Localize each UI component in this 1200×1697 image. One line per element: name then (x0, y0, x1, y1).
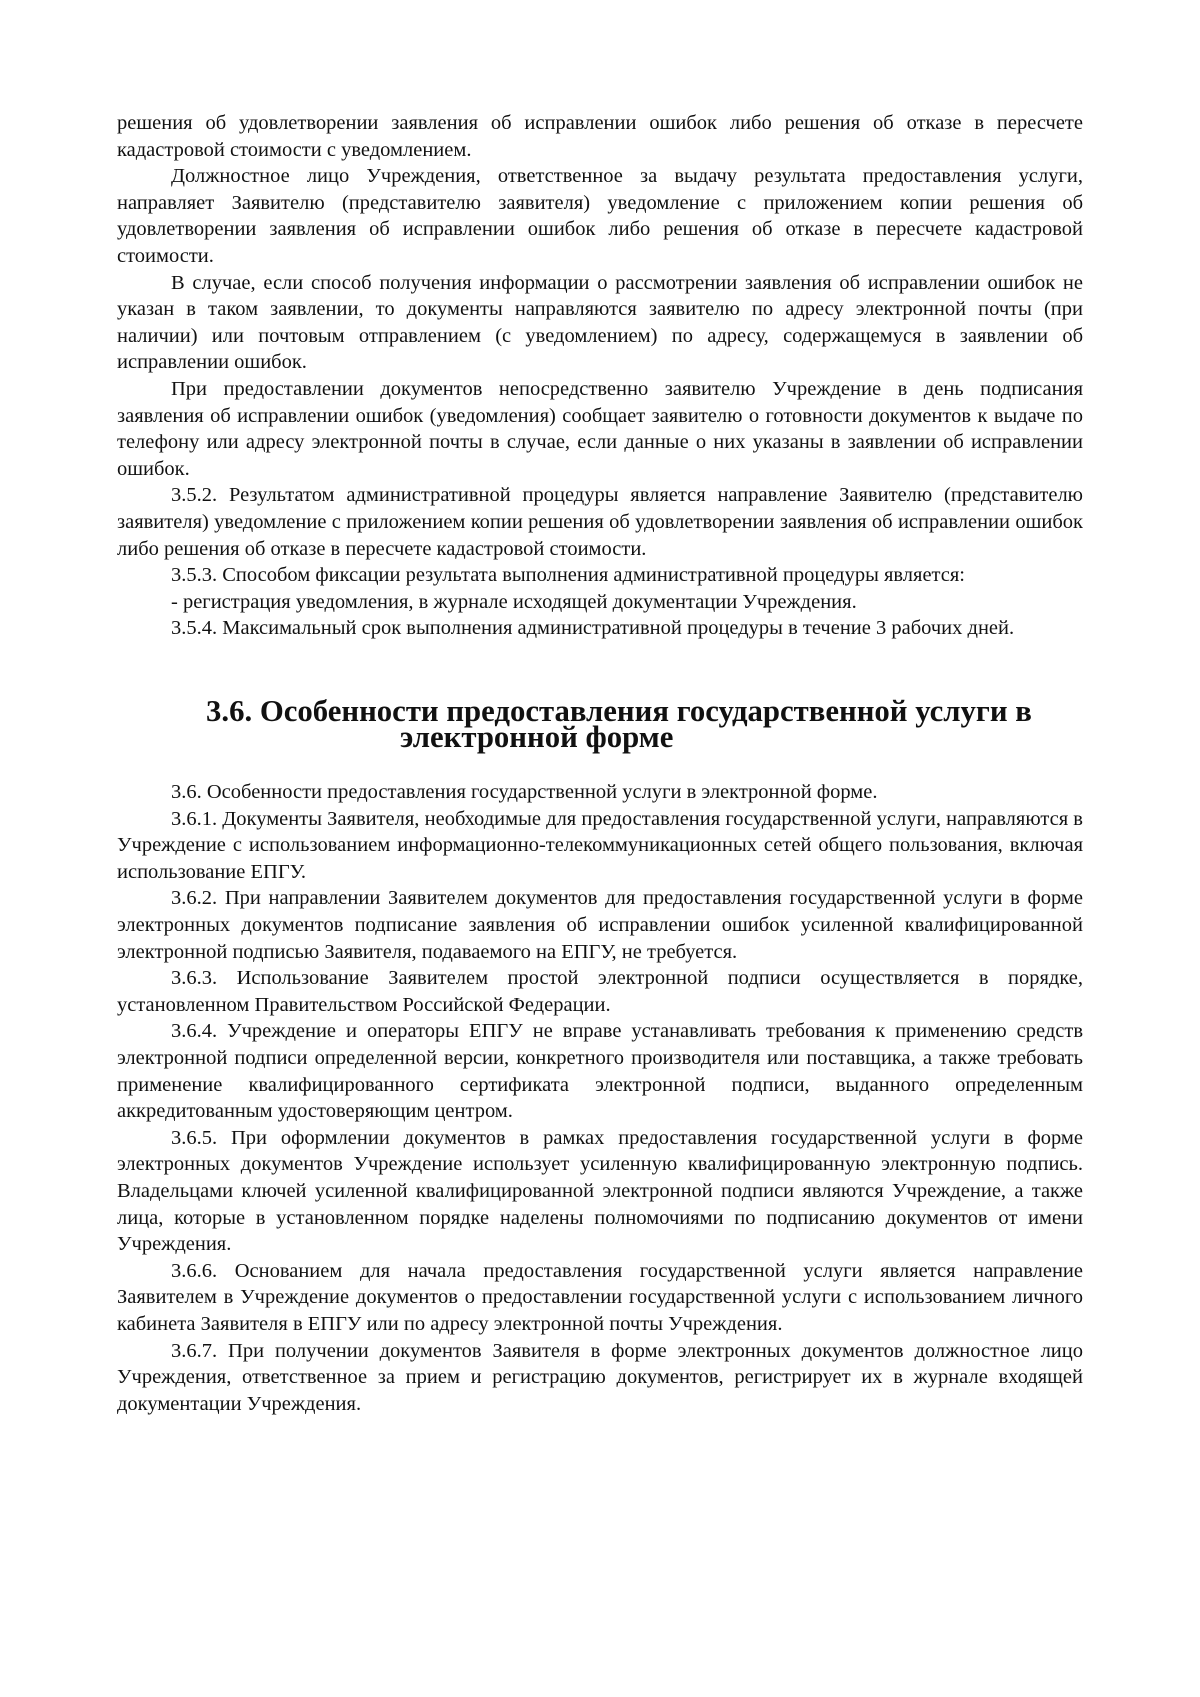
document-page (117, 110, 1083, 1417)
spacer (117, 751, 1083, 779)
paragraph: 3.5.3. Способом фиксации результата выполнения административной процедуры является: (171, 564, 965, 587)
paragraph: 3.6.6. Основанием для начала предоставления государственной услуги является направление Заявителем в Учреждение документов о предоставлении государственной услуги с использованием личного кабинета Заявителя в ЕПГУ или по адресу электронной почты Учреждения. (117, 1259, 1083, 1335)
spacer (117, 642, 1083, 698)
paragraph: 3.6.7. При получении документов Заявителя в форме электронных документов должностное лицо Учреждения, ответственное за прием и регистрацию документов, регистрирует их в журнале входящей документации Учреждения. (117, 1339, 1083, 1415)
paragraph: - регистрация уведомления, в журнале исходящей документации Учреждения. (171, 590, 857, 613)
paragraph: 3.5.2. Результатом административной процедуры является направление Заявителю (представителю заявителя) уведомление с приложением копии решения об удовлетворении заявления об исправлении ошибок либо решения об отказе в пересчете кадастровой стоимости. (117, 484, 1083, 560)
paragraph: 3.6.3. Использование Заявителем простой электронной подписи осуществляется в порядке, установленном Правительством Российской Федерации. (117, 967, 1083, 1016)
paragraph: 3.6.2. При направлении Заявителем документов для предоставления государственной услуги в форме электронных документов подписание заявления об исправлении ошибок усиленной квалифицированной электронной подписью Заявителя, подаваемого на ЕПГУ, не требуется. (117, 887, 1083, 963)
paragraph: 3.6.1. Документы Заявителя, необходимые для предоставления государственной услуги, направляются в Учреждение с использованием информационно-телекоммуникационных сетей общего пользования, включая использование ЕПГУ. (117, 807, 1083, 883)
paragraph: В случае, если способ получения информации о рассмотрении заявления об исправлении ошибок не указан в таком заявлении, то документы направляются заявителю по адресу электронной почты (при наличии) или почтовым отправлением (с уведомлением) по адресу, содержащемуся в заявлении об исправлении ошибок. (117, 271, 1083, 374)
paragraph: решения об удовлетворении заявления об исправлении ошибок либо решения об отказе в пересчете кадастровой стоимости с уведомлением. (117, 112, 1083, 161)
paragraph: 3.6.4. Учреждение и операторы ЕПГУ не вправе устанавливать требования к применению средств электронной подписи определенной версии, конкретного производителя или поставщика, а также требовать применение квалифицированного сертификата электронной подписи, выданного определенным аккредитованным удостоверяющим центром. (117, 1020, 1083, 1123)
paragraph: 3.5.4. Максимальный срок выполнения административной процедуры в течение 3 рабочих дней. (171, 617, 1015, 640)
paragraph: Должностное лицо Учреждения, ответственное за выдачу результата предоставления услуги, направляет Заявителю (представителю заявителя) уведомление с приложением копии решения об удовлетворении заявления об исправлении ошибок либо решения об отказе в пересчете кадастровой стоимости. (117, 165, 1083, 267)
paragraph: При предоставлении документов непосредственно заявителю Учреждение в день подписания заявления об исправлении ошибок (уведомления) сообщает заявителю о готовности документов к выдаче по телефону или адресу электронной почты в случае, если данные о них указаны в заявлении об исправлении ошибок. (117, 377, 1083, 480)
section-heading-line: электронной форме (400, 720, 674, 755)
paragraph: 3.6. Особенности предоставления государственной услуги в электронной форме. (171, 781, 878, 804)
section-heading-line: 3.6. Особенности предоставления государственной услуги в (206, 693, 1032, 728)
section-heading (117, 693, 1083, 755)
paragraph: 3.6.5. При оформлении документов в рамках предоставления государственной услуги в форме электронных документов Учреждение использует усиленную квалифицированную электронную подпись. Владельцами ключей усиленной квалифицированной электронной подписи являются Учреждение, а также лица, которые в установленном порядке наделены полномочиями по подписанию документов от имени Учреждения. (117, 1126, 1083, 1256)
